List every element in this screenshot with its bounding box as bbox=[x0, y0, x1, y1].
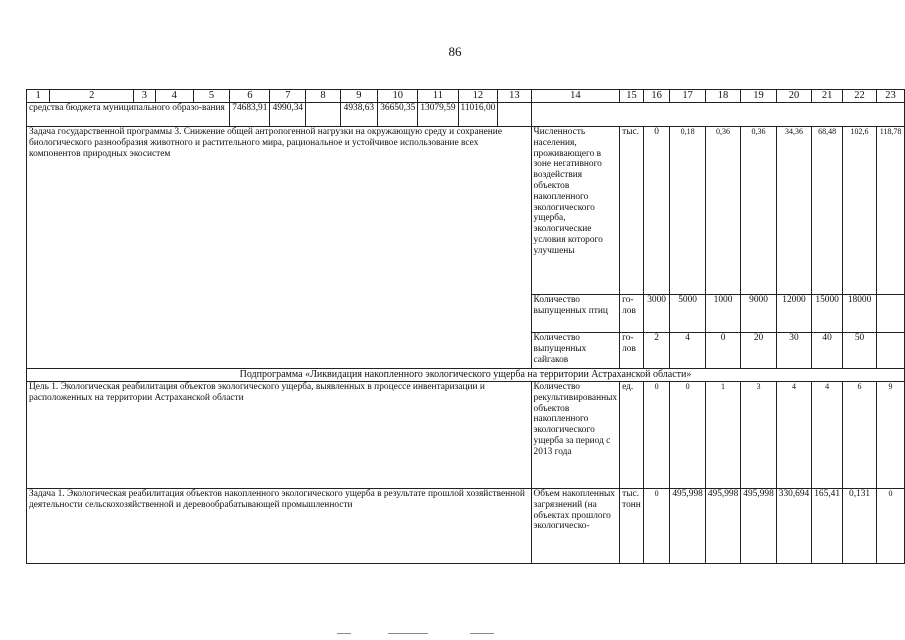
indicator-value: 20 bbox=[741, 333, 776, 369]
scan-artifact bbox=[337, 633, 351, 634]
indicator-value: 330,694 bbox=[776, 489, 811, 564]
indicator-value: 0 bbox=[705, 333, 740, 369]
indicator-unit: тыс. bbox=[620, 127, 644, 295]
indicator-value bbox=[877, 295, 905, 333]
indicator-value bbox=[877, 333, 905, 369]
header-cell: 21 bbox=[812, 90, 843, 103]
indicator-value: 50 bbox=[843, 333, 877, 369]
header-cell: 6 bbox=[230, 90, 270, 103]
indicator-value: 18000 bbox=[843, 295, 877, 333]
indicator-value: 30 bbox=[776, 333, 811, 369]
indicator-value: 495,998 bbox=[670, 489, 705, 564]
indicator-value: 34,36 bbox=[776, 127, 811, 295]
indicator-value: 15000 bbox=[812, 295, 843, 333]
funding-value: 11016,00 bbox=[458, 103, 498, 127]
funding-value: 4990,34 bbox=[270, 103, 306, 127]
indicator-value: 1000 bbox=[705, 295, 740, 333]
indicator-value: 68,48 bbox=[812, 127, 843, 295]
indicator-value: 4 bbox=[670, 333, 705, 369]
indicator-value: 9000 bbox=[741, 295, 776, 333]
header-cell: 16 bbox=[643, 90, 670, 103]
indicator-unit: го-лов bbox=[620, 295, 644, 333]
task3-text: Задача государственной программы 3. Снижение общей антропогенной нагрузки на окружающую среду и сохранение биологического разнообразия животного и растительного мира, рациональное и устойчивое использование всех компонентов природных экосистем bbox=[27, 127, 532, 369]
indicator-unit: ед. bbox=[620, 382, 644, 489]
indicator-unit: го-лов bbox=[620, 333, 644, 369]
indicator-value: 0 bbox=[643, 127, 670, 295]
indicator-name: Численность населения, проживающего в зоне негативного воздействия объектов накопленного экологического ущерба, экологические условия которого улучшены bbox=[531, 127, 620, 295]
task1-row bbox=[27, 489, 905, 564]
indicator-value: 0 bbox=[643, 382, 670, 489]
funding-value bbox=[306, 103, 340, 127]
indicators-table bbox=[26, 89, 905, 564]
page-number: 86 bbox=[448, 44, 462, 59]
header-cell: 20 bbox=[776, 90, 811, 103]
indicator-value: 9 bbox=[877, 382, 905, 489]
indicator-value: 0,36 bbox=[741, 127, 776, 295]
subprogram-title: Подпрограмма «Ликвидация накопленного экологического ущерба на территории Астраханской области» bbox=[27, 369, 905, 382]
indicator-value: 2 bbox=[643, 333, 670, 369]
header-cell: 11 bbox=[418, 90, 458, 103]
empty-cell bbox=[531, 103, 904, 127]
indicator-value: 118,78 bbox=[877, 127, 905, 295]
header-cell: 7 bbox=[270, 90, 306, 103]
indicator-value: 0 bbox=[670, 382, 705, 489]
indicator-value: 0,18 bbox=[670, 127, 705, 295]
indicator-value: 102,6 bbox=[843, 127, 877, 295]
header-cell: 14 bbox=[531, 90, 620, 103]
task3-row bbox=[27, 127, 905, 295]
scan-artifact bbox=[470, 633, 494, 634]
task1-text: Задача 1. Экологическая реабилитация объектов накопленного экологического ущерба в результате прошлой хозяйственной деятельности сельскохозяйственной и деревообрабатывающей промышленности bbox=[27, 489, 532, 564]
indicator-value: 0 bbox=[877, 489, 905, 564]
header-cell: 22 bbox=[843, 90, 877, 103]
subprogram-row bbox=[27, 369, 905, 382]
header-cell: 12 bbox=[458, 90, 498, 103]
header-cell: 10 bbox=[378, 90, 418, 103]
indicator-value: 165,41 bbox=[812, 489, 843, 564]
indicator-value: 6 bbox=[843, 382, 877, 489]
indicator-value: 4 bbox=[776, 382, 811, 489]
funding-value bbox=[498, 103, 531, 127]
header-cell: 3 bbox=[134, 90, 155, 103]
indicator-value: 0,36 bbox=[705, 127, 740, 295]
indicator-unit: тыс. тонн bbox=[620, 489, 644, 564]
indicator-value: 0,131 bbox=[843, 489, 877, 564]
header-cell: 5 bbox=[193, 90, 229, 103]
indicator-name: Количество выпущенных птиц bbox=[531, 295, 620, 333]
header-row bbox=[27, 90, 905, 103]
scan-artifact bbox=[388, 633, 428, 634]
indicator-value: 5000 bbox=[670, 295, 705, 333]
goal1-row bbox=[27, 382, 905, 489]
header-cell: 19 bbox=[741, 90, 776, 103]
indicator-name: Объем накопленных загрязнений (на объектах прошлого экологическо- bbox=[531, 489, 620, 564]
indicator-value: 3000 bbox=[643, 295, 670, 333]
header-cell: 15 bbox=[620, 90, 644, 103]
header-cell: 23 bbox=[877, 90, 905, 103]
indicator-value: 1 bbox=[705, 382, 740, 489]
header-cell: 18 bbox=[705, 90, 740, 103]
indicator-value: 4 bbox=[812, 382, 843, 489]
goal1-text: Цель 1. Экологическая реабилитация объектов экологического ущерба, выявленных в процессе инвентаризации и расположенных на территории Астраханской области bbox=[27, 382, 532, 489]
indicator-value: 495,998 bbox=[705, 489, 740, 564]
indicator-value: 40 bbox=[812, 333, 843, 369]
header-cell: 17 bbox=[670, 90, 705, 103]
indicator-value: 3 bbox=[741, 382, 776, 489]
funding-value: 36650,35 bbox=[378, 103, 418, 127]
header-cell: 1 bbox=[27, 90, 50, 103]
indicator-name: Количество рекультивированных объектов накопленного экологического ущерба за период с 2013 года bbox=[531, 382, 620, 489]
header-cell: 9 bbox=[340, 90, 378, 103]
funding-source-label: средства бюджета муниципального образо-вания bbox=[27, 103, 230, 127]
funding-value: 13079,59 bbox=[418, 103, 458, 127]
header-cell: 8 bbox=[306, 90, 340, 103]
header-cell: 2 bbox=[50, 90, 134, 103]
funding-value: 74683,91 bbox=[230, 103, 270, 127]
funding-row bbox=[27, 103, 905, 127]
indicator-value: 0 bbox=[643, 489, 670, 564]
indicator-value: 495,998 bbox=[741, 489, 776, 564]
indicator-value: 12000 bbox=[776, 295, 811, 333]
indicator-name: Количество выпущенных сайгаков bbox=[531, 333, 620, 369]
funding-value: 4938,63 bbox=[340, 103, 378, 127]
header-cell: 4 bbox=[155, 90, 193, 103]
header-cell: 13 bbox=[498, 90, 531, 103]
